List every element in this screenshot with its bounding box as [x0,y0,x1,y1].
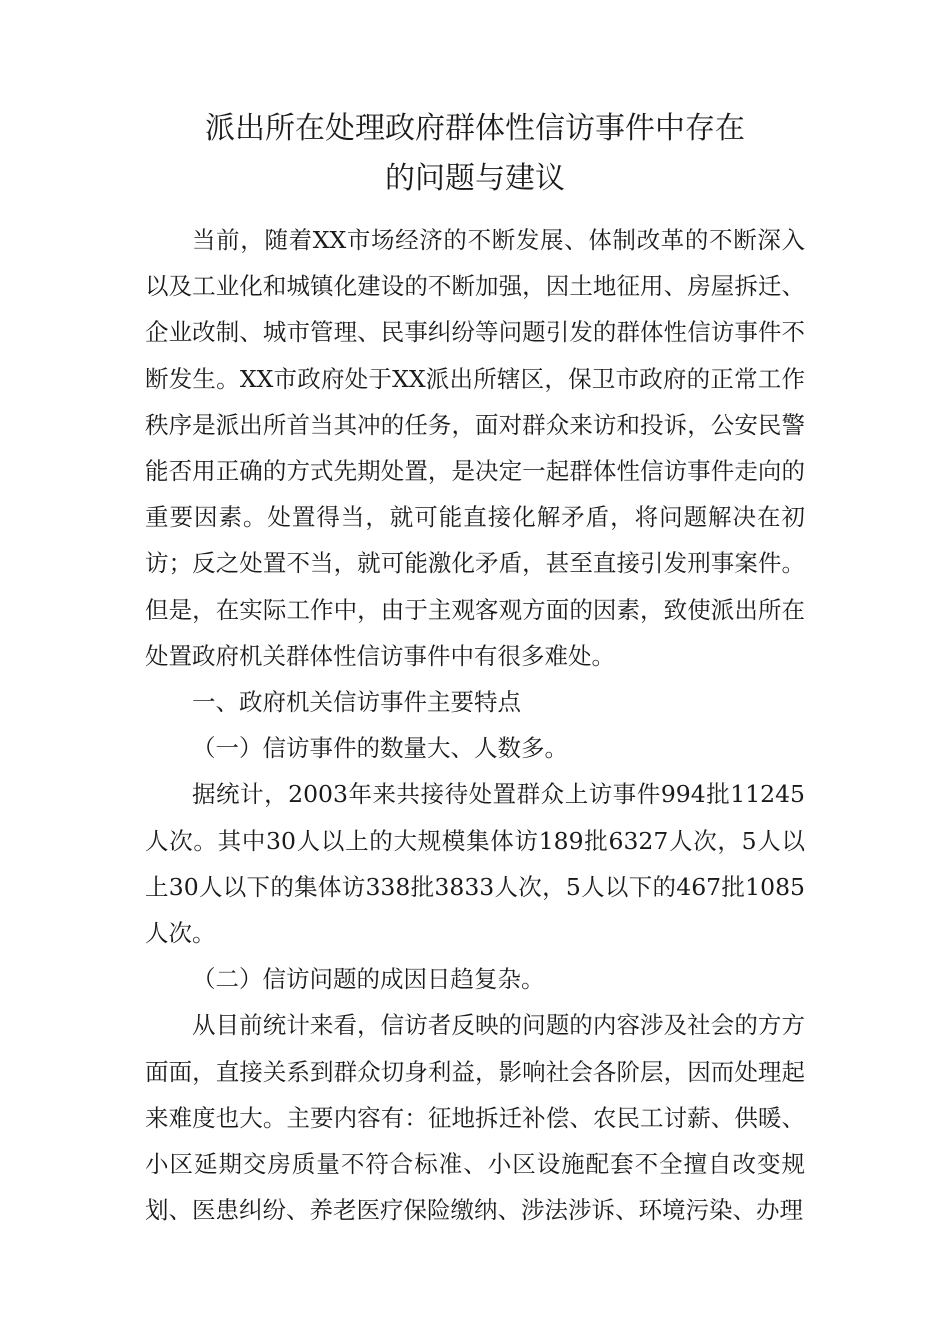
document-title-line-1: 派出所在处理政府群体性信访事件中存在 [205,111,745,146]
document-title-line-2: 的问题与建议 [385,161,565,196]
statistics-paragraph: 据统计，2003年来共接待处置群众上访事件994批11245人次。其中30人以上的大规模集体访189批6327人次，5人以上30人以下的集体访338批3833人次，5人以下的467批1085人次。 [145,780,805,948]
section-heading-1: 一、政府机关信访事件主要特点 [192,688,521,717]
document-body [145,217,805,1233]
causes-paragraph: 从目前统计来看，信访者反映的问题的内容涉及社会的方方面面，直接关系到群众切身利益，影响社会各阶层，因而处理起来难度也大。主要内容有：征地拆迁补偿、农民工讨薪、供暖、小区延期交房质量不符合标准、小区设施配套不全擅自改变规划、医患纠纷、养老医疗保险缴纳、涉法涉诉、环境污染、办理 [145,1011,805,1225]
subsection-heading-1: （一）信访事件的数量大、人数多。 [192,734,568,763]
subsection-heading-2: （二）信访问题的成因日趋复杂。 [192,965,545,994]
intro-paragraph: 当前，随着XX市场经济的不断发展、体制改革的不断深入以及工业化和城镇化建设的不断加强，因土地征用、房屋拆迁、企业改制、城市管理、民事纠纷等问题引发的群体性信访事件不断发生。XX市政府处于XX派出所辖区，保卫市政府的正常工作秩序是派出所首当其冲的任务，面对群众来访和投诉，公安民警能否用正确的方式先期处置，是决定一起群体性信访事件走向的重要因素。处置得当，就可能直接化解矛盾，将问题解决在初访；反之处置不当，就可能激化矛盾，甚至直接引发刑事案件。但是，在实际工作中，由于主观客观方面的因素，致使派出所在处置政府机关群体性信访事件中有很多难处。 [145,226,805,670]
